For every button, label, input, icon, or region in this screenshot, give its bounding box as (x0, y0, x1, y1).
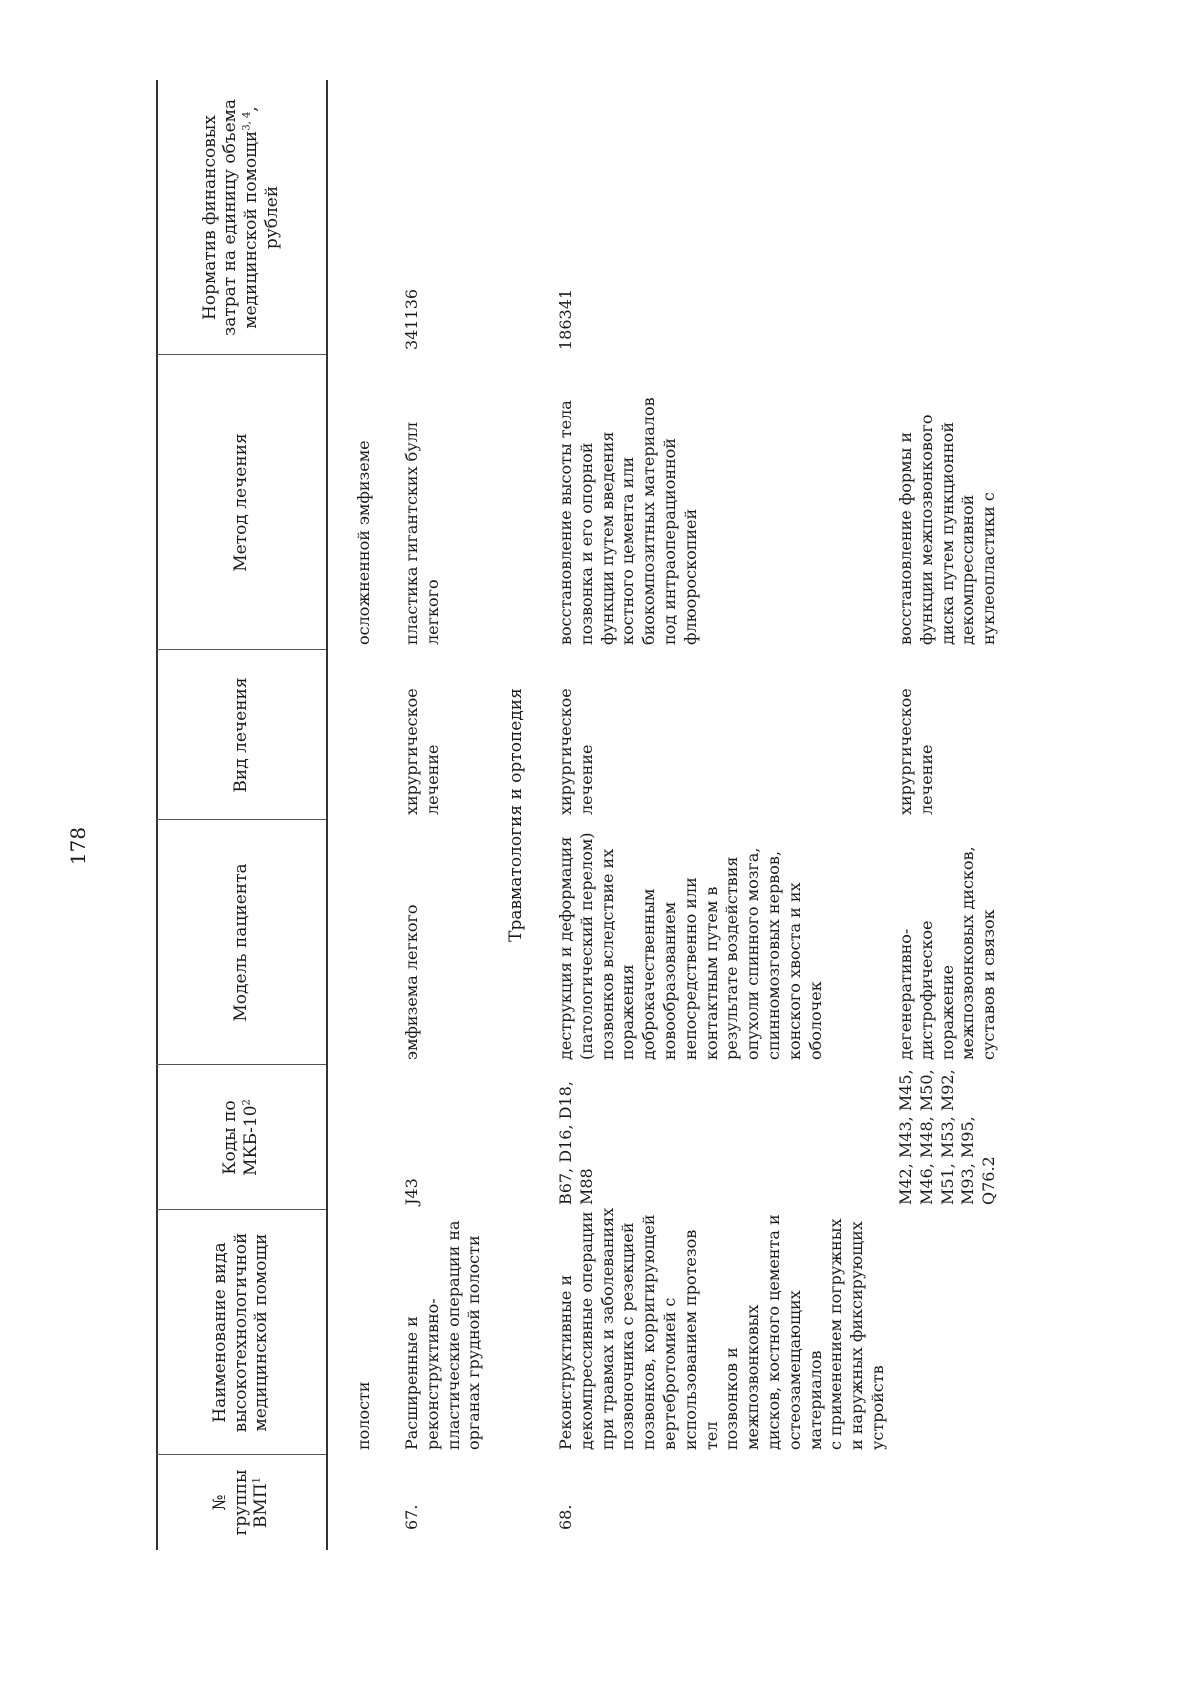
header-model: Модель пациента (230, 863, 251, 1022)
row-68-num: 68. (556, 1504, 575, 1530)
row-68b-model: дегенеративно- дистрофическое поражение межпозвонковых дисков, суставов и связок (896, 846, 999, 1060)
row-67-type: хирургическое лечение (402, 688, 442, 815)
row-68b-codes: M42, M43, M45, M46, M48, M50, M51, M53, M92, M93, M95, Q76.2 (896, 1069, 999, 1205)
header-method: Метод лечения (230, 433, 251, 572)
row-68-model: деструкция и деформация (патологический перелом) позвонков вследствие их поражения доброкачественным новообразованием непосредственно или контактным путем в результате воздействия опухоли спинного мозга, спинномозговых нервов, конского хвоста и их оболочек (556, 832, 825, 1060)
row-68b-type: хирургическое лечение (896, 688, 936, 815)
header-type: Вид лечения (230, 677, 251, 793)
row-67-name: Расширенные и реконструктивно- пластические операции на органах грудной полости (402, 1220, 484, 1450)
row-68-name: Реконструктивные и декомпрессивные операции при травмах и заболеваниях позвоночника с резекцией позвонков, корригирующей вертебротомией с использованием протезов тел позвонков и межпозвонковых дисков, костного цемента и остеозамещающих материалов с применением погружных и наружных фиксирующих устройств (556, 1207, 887, 1450)
row-68-codes: B67, D16, D18, M88 (556, 1081, 596, 1205)
header-num: № группы ВМП$^1$ (209, 1469, 272, 1536)
header-bottom-border (326, 80, 328, 1550)
header-cost: Норматив финансовых затрат на единицу объема медицинской помощи$^{3, 4}$, рублей (199, 98, 282, 337)
section-title: Травматология и ортопедия (506, 688, 526, 942)
continuation-name: полости (354, 1381, 373, 1450)
page-number: 178 (66, 826, 90, 866)
row-67-codes: J43 (402, 1178, 421, 1205)
row-68-method: восстановление высоты тела позвонка и его опорной функции путем введения костного цемента или биокомпозитных материалов под интраоперационной флюороскопией (556, 397, 700, 645)
row-67-method: пластика гигантских булл легкого (402, 421, 442, 645)
continuation-method: осложненной эмфиземе (354, 440, 373, 645)
header-name: Наименование вида высокотехнологичной медицинской помощи (209, 1232, 272, 1433)
header-codes: Коды по МКБ-$10^2$ (220, 1099, 261, 1176)
row-68-cost: 186341 (556, 288, 575, 350)
row-67-num: 67. (402, 1504, 421, 1530)
row-67-cost: 341136 (402, 288, 421, 350)
rotated-table (156, 80, 1066, 1550)
row-68b-method: восстановление формы и функции межпозвонкового диска путем пункционной декомпрессивной нуклеопластики с (896, 414, 999, 645)
row-67-model: эмфизема легкого (402, 904, 421, 1060)
row-68-type: хирургическое лечение (556, 688, 596, 815)
